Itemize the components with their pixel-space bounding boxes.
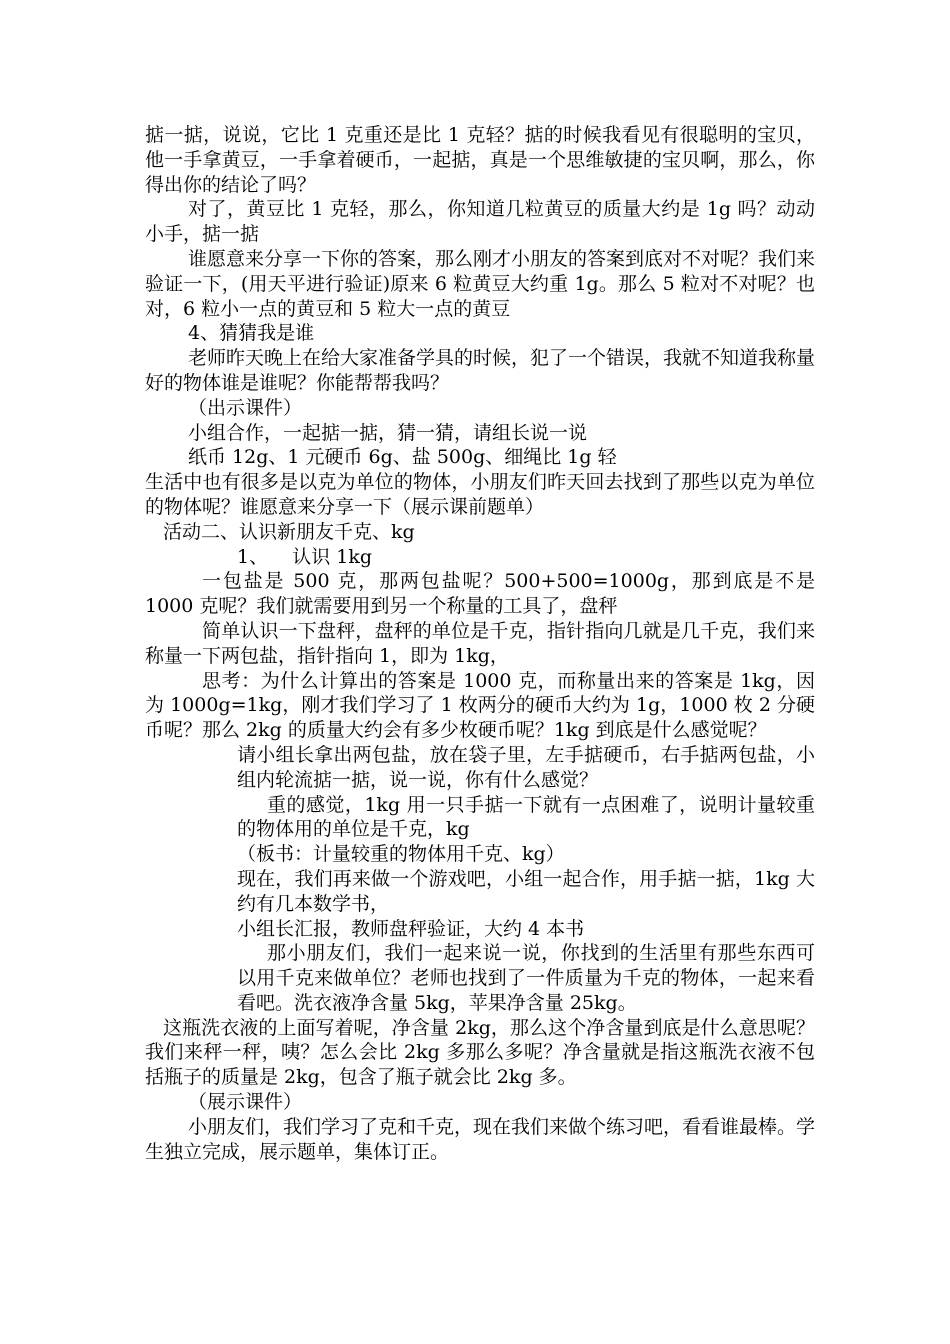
paragraph-group-report: 小组长汇报，教师盘秤验证，大约 4 本书 — [237, 917, 585, 940]
paragraph-teacher-mistake: 老师昨天晚上在给大家准备学具的时候，犯了一个错误，我就不知道我称量好的物体谁是谁呢？你能帮帮我吗？ — [145, 347, 816, 394]
paragraph-soybean-lighter: 对了，黄豆比 1 克轻，那么，你知道几粒黄豆的质量大约是 1g 吗？动动小手，掂一掂 — [145, 198, 815, 246]
section-heading-guess-who: 4、猜猜我是谁 — [188, 322, 315, 345]
paragraph-exercise: 小朋友们，我们学习了克和千克，现在我们来做个练习吧，看看谁最棒。学生独立完成，展示题单，集体订正。 — [145, 1115, 816, 1163]
document-body — [145, 123, 815, 1164]
subheading-know-1kg: 1、 认识 1kg — [237, 545, 373, 568]
paragraph-think: 思考：为什么计算出的答案是 1000 克，而称量出来的答案是 1kg，因为 1000g=1kg，刚才我们学习了 1 枚两分的硬币大约为 1g，1000 枚 2 分硬币呢？那么 2kg 的质量大约会有多少枚硬币呢？1kg 到底是什么感觉呢？ — [145, 669, 815, 742]
paragraph-heavy-feeling: 重的感觉，1kg 用一只手掂一下就有一点困难了，说明计量较重的物体用的单位是千克，kg — [237, 793, 815, 841]
paragraph-verify-balance: 谁愿意来分享一下你的答案，那么刚才小朋友的答案到底对不对呢？我们来验证一下，(用天平进行验证)原来 6 粒黄豆大约重 1g。那么 5 粒对不对呢？也对，6 粒小一点的黄豆和 5 粒大一点的黄豆 — [145, 247, 816, 320]
paragraph-weights-list: 纸币 12g、1 元硬币 6g、盐 500g、细绳比 1g 轻 — [188, 446, 617, 469]
paragraph-group-leader-salt: 请小组长拿出两包盐，放在袋子里，左手掂硬币，右手掂两包盐，小组内轮流掂一掂，说一说，你有什么感觉？ — [237, 743, 815, 791]
paragraph-group-work: 小组合作，一起掂一掂，猜一猜，请组长说一说 — [188, 421, 588, 444]
note-blackboard: （板书：计量较重的物体用千克、kg） — [237, 843, 565, 866]
section-heading-activity-two: 活动二、认识新朋友千克、kg — [163, 520, 415, 543]
paragraph-kilogram-objects: 那小朋友们，我们一起来说一说，你找到的生活里有那些东西可以用千克来做单位？老师也找到了一件质量为千克的物体，一起来看看吧。洗衣液净含量 5kg，苹果净含量 25kg。 — [237, 942, 815, 1014]
paragraph-two-salt-bags: 一包盐是 500 克，那两包盐呢？500+500=1000g，那到底是不是 1000 克呢？我们就需要用到另一个称量的工具了，盘秤 — [145, 570, 815, 618]
paragraph-math-books-game: 现在，我们再来做一个游戏吧，小组一起合作，用手掂一掂，1kg 大约有几本数学书， — [237, 867, 815, 915]
paragraph-weigh-question: 掂一掂，说说，它比 1 克重还是比 1 克轻？掂的时候我看见有很聪明的宝贝，他一手拿黄豆，一手拿着硬币，一起掂，真是一个思维敏捷的宝贝啊，那么，你得出你的结论了吗？ — [145, 124, 815, 196]
paragraph-net-content: 这瓶洗衣液的上面写着呢，净含量 2kg，那么这个净含量到底是什么意思呢？我们来秤一秤，咦？怎么会比 2kg 多那么多呢？净含量就是指这瓶洗衣液不包括瓶子的质量是 2kg，包含了瓶子就会比 2kg 多。 — [145, 1016, 815, 1089]
note-show-courseware: （出示课件） — [188, 396, 303, 419]
paragraph-gram-objects: 生活中也有很多是以克为单位的物体，小朋友们昨天回去找到了那些以克为单位的物体呢？谁愿意来分享一下（展示课前题单） — [145, 471, 815, 518]
note-show-courseware-2: （展示课件） — [188, 1091, 303, 1114]
paragraph-platform-scale: 简单认识一下盘秤，盘秤的单位是千克，指针指向几就是几千克，我们来称量一下两包盐，指针指向 1，即为 1kg， — [145, 619, 815, 667]
